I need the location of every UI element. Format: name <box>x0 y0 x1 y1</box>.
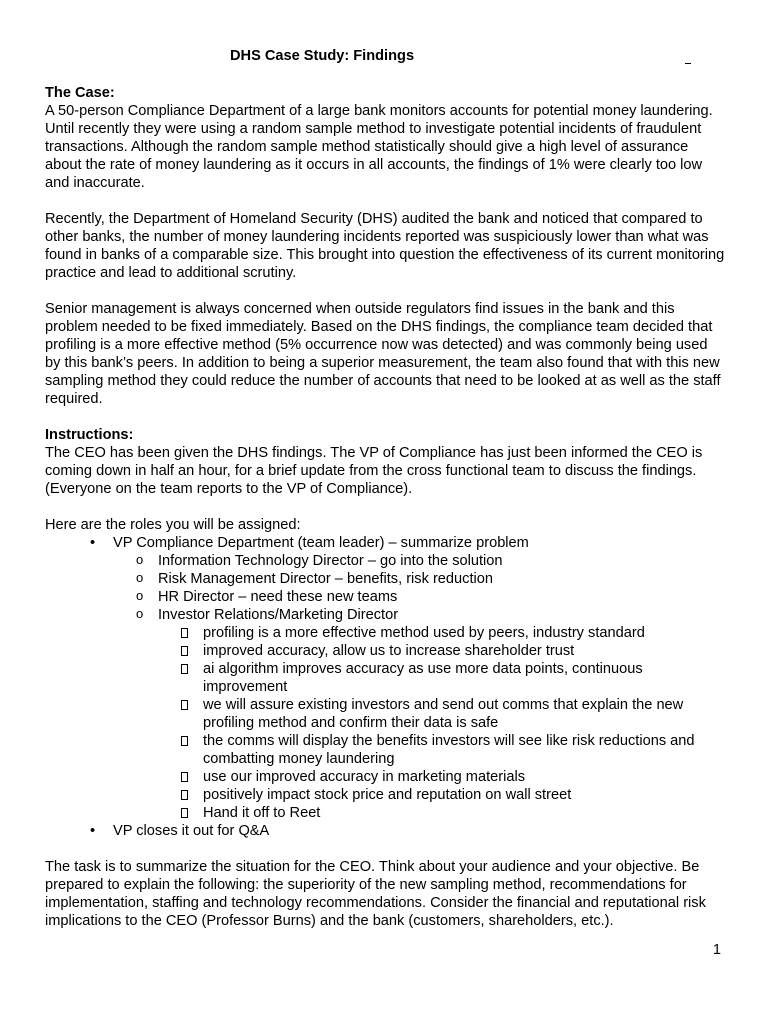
marketing-point: the comms will display the benefits investors will see like risk reductions and combatting money laundering <box>45 732 725 768</box>
marketing-point: improved accuracy, allow us to increase shareholder trust <box>45 642 725 660</box>
case-heading: The Case: <box>45 85 115 101</box>
roles-intro: Here are the roles you will be assigned: <box>45 517 301 533</box>
task-paragraph: The task is to summarize the situation for the CEO. Think about your audience and your objective. Be prepared to explain the following: the superiority of the new sampling method, recommendations for implementation, staffing and technology recommendations. Consider the financial and reputational risk implications to the CEO (Professor Burns) and the bank (customers, shareholders, etc.). <box>45 859 706 929</box>
marketing-point: ai algorithm improves accuracy as use more data points, continuous improvement <box>45 660 725 696</box>
checkbox-glyph-icon <box>181 808 188 818</box>
checkbox-glyph-icon <box>181 790 188 800</box>
checkbox-glyph-icon <box>181 736 188 746</box>
marketing-point: Hand it off to Reet <box>45 804 725 822</box>
case-paragraph-1: A 50-person Compliance Department of a large bank monitors accounts for potential money laundering. Until recently they were using a random sample method to investigate potential incidents of fraudulent transactions. Although the random sample method statistically should give a high level of assurance about the rate of money laundering as it occurs in all accounts, the findings of 1% were clearly too low and inaccurate. <box>45 103 713 191</box>
role-marketing-director: o Investor Relations/Marketing Director <box>45 606 725 624</box>
checkbox-glyph-icon <box>181 664 188 674</box>
marketing-point: profiling is a more effective method used by peers, industry standard <box>45 624 725 642</box>
instructions-heading: Instructions: <box>45 427 134 443</box>
checkbox-glyph-icon <box>181 700 188 710</box>
case-paragraph-2: Recently, the Department of Homeland Security (DHS) audited the bank and noticed that compared to other banks, the number of money laundering incidents reported was suspiciously lower than what was found in banks of a comparable size. This brought into question the effectiveness of its current monitoring practice and lead to additional scrutiny. <box>45 211 725 281</box>
document-page <box>45 47 725 930</box>
title-underline-mark <box>685 62 691 64</box>
marketing-point: we will assure existing investors and send out comms that explain the new profiling method and confirm their data is safe <box>45 696 725 732</box>
marketing-point: use our improved accuracy in marketing materials <box>45 768 725 786</box>
role-risk-director: o Risk Management Director – benefits, risk reduction <box>45 570 725 588</box>
marketing-point: positively impact stock price and reputation on wall street <box>45 786 725 804</box>
checkbox-glyph-icon <box>181 628 188 638</box>
case-paragraph-3: Senior management is always concerned when outside regulators find issues in the bank and this problem needed to be fixed immediately. Based on the DHS findings, the compliance team decided that profiling is a more effective method (5% occurrence now was detected) and was commonly being used by this bank’s peers. In addition to being a superior measurement, the team also found that with this new sampling method they could reduce the number of accounts that need to be looked at as well as the staff required. <box>45 301 721 407</box>
roles-list <box>45 534 725 840</box>
role-vp-compliance: • VP Compliance Department (team leader) – summarize problem <box>45 534 725 552</box>
role-vp-close: • VP closes it out for Q&A <box>45 822 725 840</box>
document-title <box>230 47 725 65</box>
checkbox-glyph-icon <box>181 772 188 782</box>
title-text: DHS Case Study: Findings <box>230 48 415 64</box>
role-hr-director: o HR Director – need these new teams <box>45 588 725 606</box>
checkbox-glyph-icon <box>181 646 188 656</box>
role-it-director: o Information Technology Director – go into the solution <box>45 552 725 570</box>
instructions-paragraph: The CEO has been given the DHS findings. The VP of Compliance has just been informed the CEO is coming down in half an hour, for a brief update from the cross functional team to discuss the findings. (Everyone on the team reports to the VP of Compliance). <box>45 445 703 497</box>
page-number: 1 <box>712 942 721 958</box>
